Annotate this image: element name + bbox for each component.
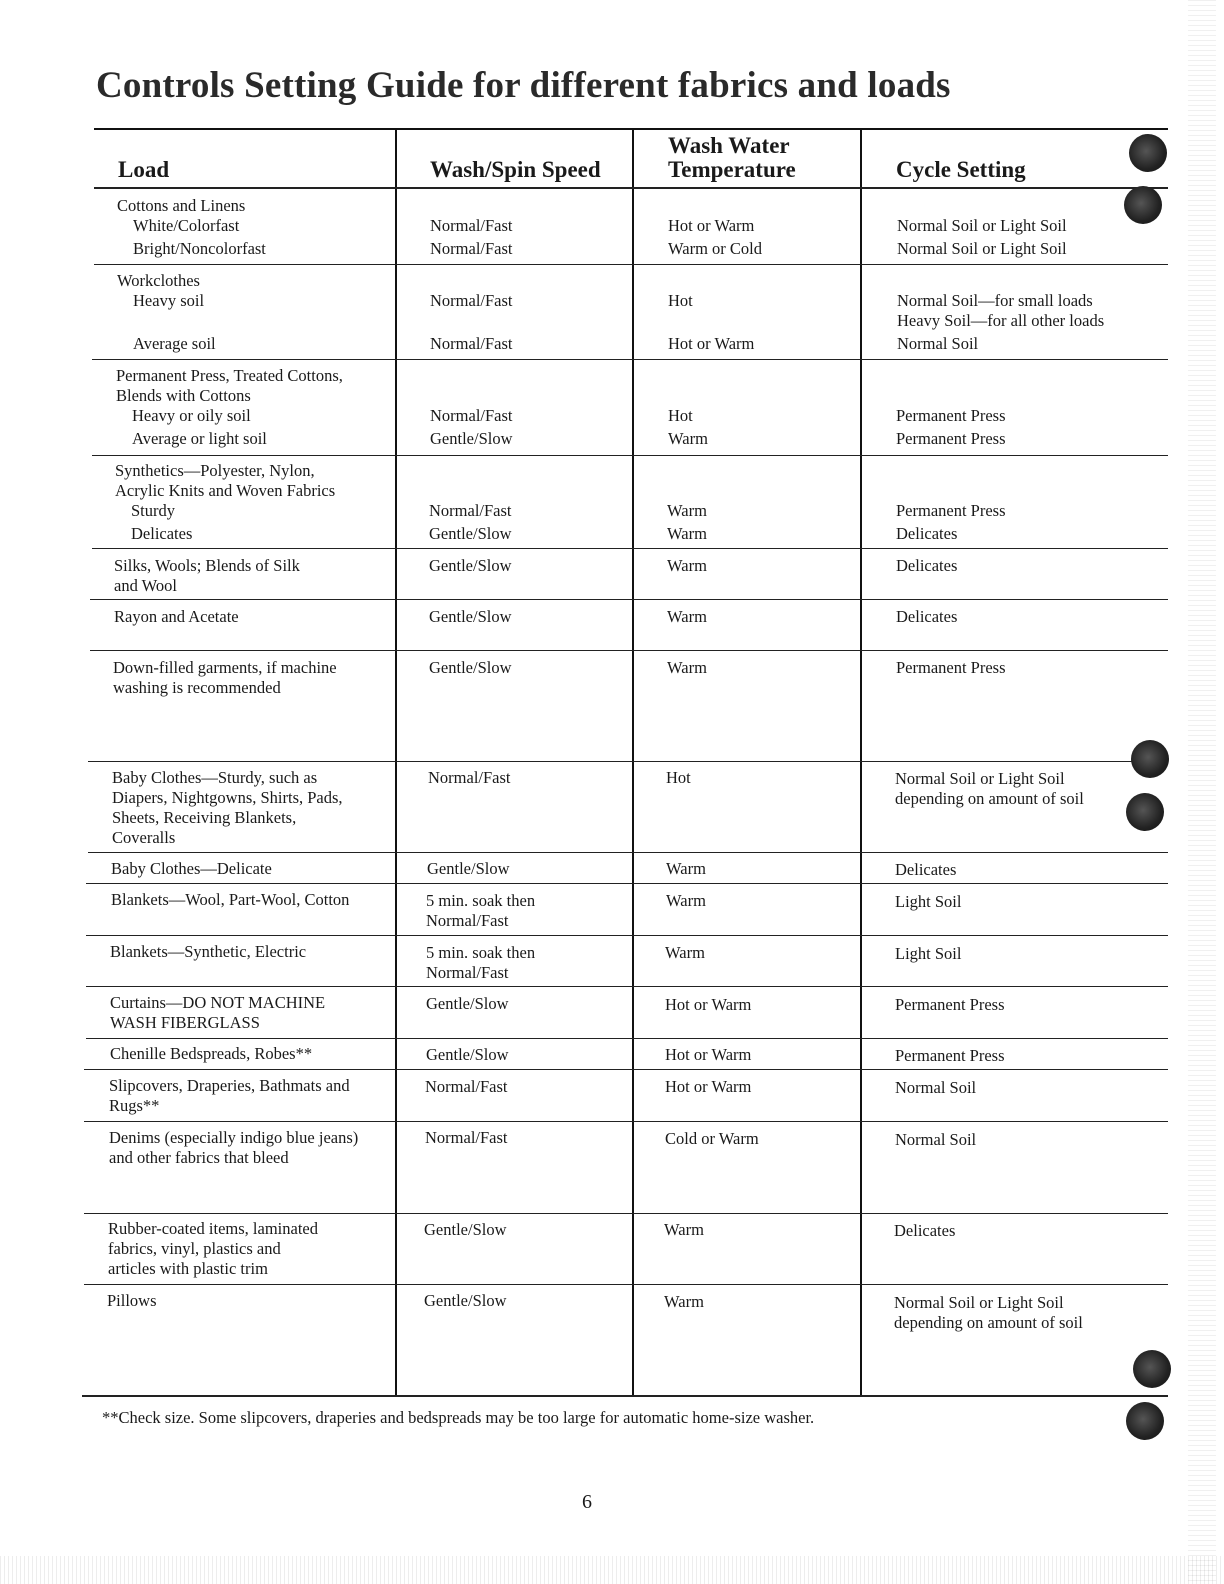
binder-tab-mark bbox=[1131, 740, 1169, 778]
cycle-line: Permanent Press bbox=[896, 658, 1006, 677]
temp-cell bbox=[666, 891, 706, 911]
speed-line: Gentle/Slow bbox=[426, 1045, 509, 1064]
cycle-line: Permanent Press bbox=[896, 501, 1006, 520]
temp-cell bbox=[667, 501, 707, 544]
cycle-cell bbox=[896, 556, 957, 576]
temp-line: Hot bbox=[668, 406, 693, 425]
speed-cell bbox=[426, 891, 535, 931]
temp-cell bbox=[665, 1077, 751, 1097]
temp-line: Warm bbox=[664, 1220, 704, 1239]
load-cell bbox=[115, 461, 335, 544]
load-line: Coveralls bbox=[112, 828, 176, 847]
load-line: Average or light soil bbox=[132, 429, 267, 448]
row-rule bbox=[86, 935, 1168, 936]
speed-line: 5 min. soak then bbox=[426, 943, 536, 962]
load-line: Rayon and Acetate bbox=[114, 607, 239, 626]
header-cycle: Cycle Setting bbox=[896, 157, 1026, 182]
temp-cell bbox=[665, 995, 751, 1015]
temp-cell bbox=[668, 216, 762, 259]
cycle-line: Delicates bbox=[896, 556, 958, 575]
temp-cell bbox=[665, 1129, 759, 1149]
load-line: Workclothes bbox=[117, 271, 200, 290]
speed-line: Normal/Fast bbox=[429, 501, 512, 520]
row-rule bbox=[88, 852, 1168, 853]
load-cell bbox=[108, 1219, 318, 1279]
cycle-cell bbox=[894, 1221, 955, 1241]
cycle-line: depending on amount of soil bbox=[894, 1313, 1083, 1332]
load-line: Heavy soil bbox=[133, 291, 205, 310]
load-line: WASH FIBERGLASS bbox=[110, 1013, 260, 1032]
page-title: Controls Setting Guide for different fabrics and loads bbox=[96, 65, 951, 106]
row-rule bbox=[84, 1284, 1168, 1285]
temp-cell bbox=[668, 291, 754, 354]
load-line: Average soil bbox=[133, 334, 216, 353]
speed-line: Gentle/Slow bbox=[429, 658, 512, 677]
cycle-cell bbox=[895, 769, 1084, 809]
cycle-cell bbox=[895, 944, 961, 964]
column-divider bbox=[860, 129, 862, 1397]
temp-line: Hot bbox=[666, 768, 691, 787]
temp-cell bbox=[666, 859, 706, 879]
load-line: Delicates bbox=[131, 524, 193, 543]
row-rule bbox=[92, 359, 1168, 360]
cycle-cell bbox=[896, 658, 1006, 678]
speed-cell bbox=[425, 1077, 508, 1097]
load-line: Acrylic Knits and Woven Fabrics bbox=[115, 481, 336, 500]
speed-line: Gentle/Slow bbox=[424, 1220, 507, 1239]
cycle-line: Normal Soil bbox=[895, 1078, 977, 1097]
speed-cell bbox=[430, 216, 513, 259]
cycle-line: Heavy Soil—for all other loads bbox=[897, 311, 1105, 330]
row-rule bbox=[92, 455, 1168, 456]
load-line: and Wool bbox=[114, 576, 177, 595]
cycle-line: Delicates bbox=[894, 1221, 956, 1240]
footnote: **Check size. Some slipcovers, draperies and bedspreads may be too large for automatic home-size washer. bbox=[102, 1408, 815, 1427]
binder-tab-mark bbox=[1133, 1350, 1171, 1388]
temp-line: Hot or Warm bbox=[668, 334, 755, 353]
temp-line: Hot or Warm bbox=[665, 1045, 752, 1064]
load-line: Synthetics—Polyester, Nylon, bbox=[115, 461, 315, 480]
header-temp-line2: Temperature bbox=[668, 157, 796, 182]
speed-cell bbox=[427, 859, 510, 879]
load-cell bbox=[116, 366, 343, 449]
header-rule bbox=[94, 187, 1168, 189]
cycle-cell bbox=[896, 406, 1006, 449]
cycle-line: Light Soil bbox=[895, 892, 962, 911]
cycle-cell bbox=[896, 607, 957, 627]
temp-cell bbox=[668, 406, 708, 449]
load-line: Silks, Wools; Blends of Silk bbox=[114, 556, 300, 575]
speed-cell bbox=[429, 658, 512, 678]
cycle-line: Permanent Press bbox=[896, 406, 1006, 425]
speed-cell bbox=[430, 406, 513, 449]
speed-cell bbox=[429, 501, 512, 544]
temp-cell bbox=[667, 658, 707, 678]
load-line: Bright/Noncolorfast bbox=[133, 239, 266, 258]
load-line: Sheets, Receiving Blankets, bbox=[112, 808, 297, 827]
cycle-line: Permanent Press bbox=[896, 429, 1006, 448]
column-divider bbox=[632, 129, 634, 1397]
temp-cell bbox=[666, 768, 691, 788]
cycle-line: Normal Soil or Light Soil bbox=[897, 239, 1067, 258]
temp-line: Warm bbox=[668, 429, 708, 448]
load-line: Blends with Cottons bbox=[116, 386, 251, 405]
load-line: Rugs** bbox=[109, 1096, 160, 1115]
load-line: Down-filled garments, if machine bbox=[113, 658, 337, 677]
row-rule bbox=[92, 548, 1168, 549]
column-divider bbox=[395, 129, 397, 1397]
row-rule bbox=[86, 883, 1168, 884]
speed-cell bbox=[424, 1291, 507, 1311]
load-line: Blankets—Synthetic, Electric bbox=[110, 942, 307, 961]
temp-line: Warm bbox=[664, 1292, 704, 1311]
temp-line: Warm bbox=[667, 658, 707, 677]
speed-cell bbox=[428, 768, 511, 788]
load-line: Rubber-coated items, laminated bbox=[108, 1219, 318, 1238]
row-rule bbox=[88, 761, 1168, 762]
cycle-line: Normal Soil bbox=[895, 1130, 977, 1149]
header-temp-line1: Wash Water bbox=[668, 133, 790, 158]
speed-line: Gentle/Slow bbox=[426, 994, 509, 1013]
cycle-cell bbox=[895, 892, 961, 912]
load-cell bbox=[110, 993, 325, 1033]
speed-cell bbox=[426, 994, 509, 1014]
load-cell bbox=[109, 1128, 358, 1168]
load-line: Curtains—DO NOT MACHINE bbox=[110, 993, 326, 1012]
cycle-line: Delicates bbox=[896, 607, 958, 626]
load-line: Slipcovers, Draperies, Bathmats and bbox=[109, 1076, 350, 1095]
speed-line: Normal/Fast bbox=[425, 1077, 508, 1096]
page-number: 6 bbox=[582, 1491, 592, 1513]
cycle-line: Normal Soil—for small loads bbox=[897, 291, 1093, 310]
temp-line: Warm bbox=[667, 524, 707, 543]
temp-cell bbox=[665, 1045, 751, 1065]
load-line: Baby Clothes—Sturdy, such as bbox=[112, 768, 318, 787]
binder-tab-mark bbox=[1126, 1402, 1164, 1440]
speed-cell bbox=[426, 943, 535, 983]
cycle-cell bbox=[896, 501, 1006, 544]
cycle-line: Permanent Press bbox=[895, 1046, 1005, 1065]
cycle-cell bbox=[897, 216, 1067, 259]
speed-cell bbox=[425, 1128, 508, 1148]
temp-line: Warm bbox=[666, 859, 706, 878]
load-line: Pillows bbox=[107, 1291, 157, 1310]
temp-cell bbox=[665, 943, 705, 963]
cycle-cell bbox=[895, 1046, 1005, 1066]
temp-line: Hot or Warm bbox=[668, 216, 755, 235]
row-rule bbox=[90, 650, 1168, 651]
load-line: Sturdy bbox=[131, 501, 176, 520]
cycle-cell bbox=[894, 1293, 1083, 1333]
speed-line: Normal/Fast bbox=[430, 291, 513, 310]
load-cell bbox=[114, 607, 239, 627]
load-line: Permanent Press, Treated Cottons, bbox=[116, 366, 343, 385]
load-cell bbox=[114, 556, 300, 596]
cycle-line: Delicates bbox=[895, 860, 957, 879]
load-line: Cottons and Linens bbox=[117, 196, 246, 215]
cycle-line: Normal Soil bbox=[897, 334, 979, 353]
load-line: and other fabrics that bleed bbox=[109, 1148, 289, 1167]
speed-line: Normal/Fast bbox=[430, 406, 513, 425]
load-line: fabrics, vinyl, plastics and bbox=[108, 1239, 281, 1258]
speed-cell bbox=[429, 607, 512, 627]
speed-cell bbox=[426, 1045, 509, 1065]
speed-line: Gentle/Slow bbox=[430, 429, 513, 448]
temp-line: Hot or Warm bbox=[665, 995, 752, 1014]
load-cell bbox=[109, 1076, 350, 1116]
temp-cell bbox=[667, 556, 707, 576]
temp-line: Warm bbox=[667, 607, 707, 626]
row-rule bbox=[84, 1213, 1168, 1214]
load-line: Baby Clothes—Delicate bbox=[111, 859, 272, 878]
temp-line: Warm bbox=[667, 501, 707, 520]
cycle-line: Permanent Press bbox=[895, 995, 1005, 1014]
cycle-line: Normal Soil or Light Soil bbox=[897, 216, 1067, 235]
scan-edge-noise bbox=[1188, 0, 1216, 1584]
load-cell bbox=[112, 768, 343, 848]
temp-cell bbox=[664, 1292, 704, 1312]
temp-line: Warm bbox=[665, 943, 705, 962]
row-rule bbox=[94, 264, 1168, 265]
cycle-line: Delicates bbox=[896, 524, 958, 543]
load-line: Blankets—Wool, Part-Wool, Cotton bbox=[111, 890, 350, 909]
speed-line: Gentle/Slow bbox=[429, 556, 512, 575]
load-cell bbox=[117, 196, 266, 259]
row-rule bbox=[86, 986, 1168, 987]
speed-line: Normal/Fast bbox=[430, 216, 513, 235]
temp-cell bbox=[664, 1220, 704, 1240]
speed-cell bbox=[429, 556, 512, 576]
speed-line: Normal/Fast bbox=[426, 963, 509, 982]
cycle-line: depending on amount of soil bbox=[895, 789, 1084, 808]
load-line: Chenille Bedspreads, Robes** bbox=[110, 1044, 313, 1063]
speed-cell bbox=[430, 291, 513, 354]
binder-tab-mark bbox=[1126, 793, 1164, 831]
load-line: articles with plastic trim bbox=[108, 1259, 268, 1278]
speed-line: Normal/Fast bbox=[430, 239, 513, 258]
speed-line: Gentle/Slow bbox=[429, 607, 512, 626]
temp-cell bbox=[667, 607, 707, 627]
row-rule bbox=[90, 599, 1168, 600]
load-line: washing is recommended bbox=[113, 678, 281, 697]
load-line: White/Colorfast bbox=[133, 216, 240, 235]
speed-line: Normal/Fast bbox=[426, 911, 509, 930]
header-load: Load bbox=[118, 157, 170, 182]
temp-line: Hot or Warm bbox=[665, 1077, 752, 1096]
row-rule bbox=[84, 1069, 1168, 1070]
load-line: Denims (especially indigo blue jeans) bbox=[109, 1128, 359, 1147]
load-cell bbox=[111, 859, 272, 879]
cycle-cell bbox=[895, 995, 1005, 1015]
load-line: Diapers, Nightgowns, Shirts, Pads, bbox=[112, 788, 343, 807]
load-cell bbox=[111, 890, 349, 910]
temp-line: Cold or Warm bbox=[665, 1129, 759, 1148]
cycle-line: Light Soil bbox=[895, 944, 962, 963]
load-cell bbox=[113, 658, 337, 698]
speed-line: Gentle/Slow bbox=[427, 859, 510, 878]
speed-cell bbox=[424, 1220, 507, 1240]
cycle-cell bbox=[895, 860, 956, 880]
speed-line: 5 min. soak then bbox=[426, 891, 536, 910]
temp-line: Warm or Cold bbox=[668, 239, 762, 258]
binder-tab-mark bbox=[1124, 186, 1162, 224]
temp-line: Warm bbox=[666, 891, 706, 910]
row-rule bbox=[86, 1038, 1168, 1039]
row-rule bbox=[84, 1121, 1168, 1122]
temp-line: Warm bbox=[667, 556, 707, 575]
cycle-cell bbox=[897, 291, 1104, 354]
cycle-line: Normal Soil or Light Soil bbox=[894, 1293, 1064, 1312]
speed-line: Normal/Fast bbox=[428, 768, 511, 787]
binder-tab-mark bbox=[1129, 134, 1167, 172]
cycle-line: Normal Soil or Light Soil bbox=[895, 769, 1065, 788]
load-cell bbox=[117, 271, 216, 354]
load-cell bbox=[110, 942, 306, 962]
speed-line: Gentle/Slow bbox=[424, 1291, 507, 1310]
table-top-rule bbox=[94, 128, 1168, 130]
load-cell bbox=[107, 1291, 157, 1311]
speed-line: Normal/Fast bbox=[430, 334, 513, 353]
speed-line: Normal/Fast bbox=[425, 1128, 508, 1147]
cycle-cell bbox=[895, 1130, 976, 1150]
cycle-cell bbox=[895, 1078, 976, 1098]
temp-line: Hot bbox=[668, 291, 693, 310]
header-speed: Wash/Spin Speed bbox=[430, 157, 601, 182]
table-bottom-rule bbox=[82, 1395, 1168, 1397]
load-cell bbox=[110, 1044, 312, 1064]
load-line: Heavy or oily soil bbox=[132, 406, 251, 425]
speed-line: Gentle/Slow bbox=[429, 524, 512, 543]
scan-bottom-noise bbox=[0, 1556, 1224, 1584]
